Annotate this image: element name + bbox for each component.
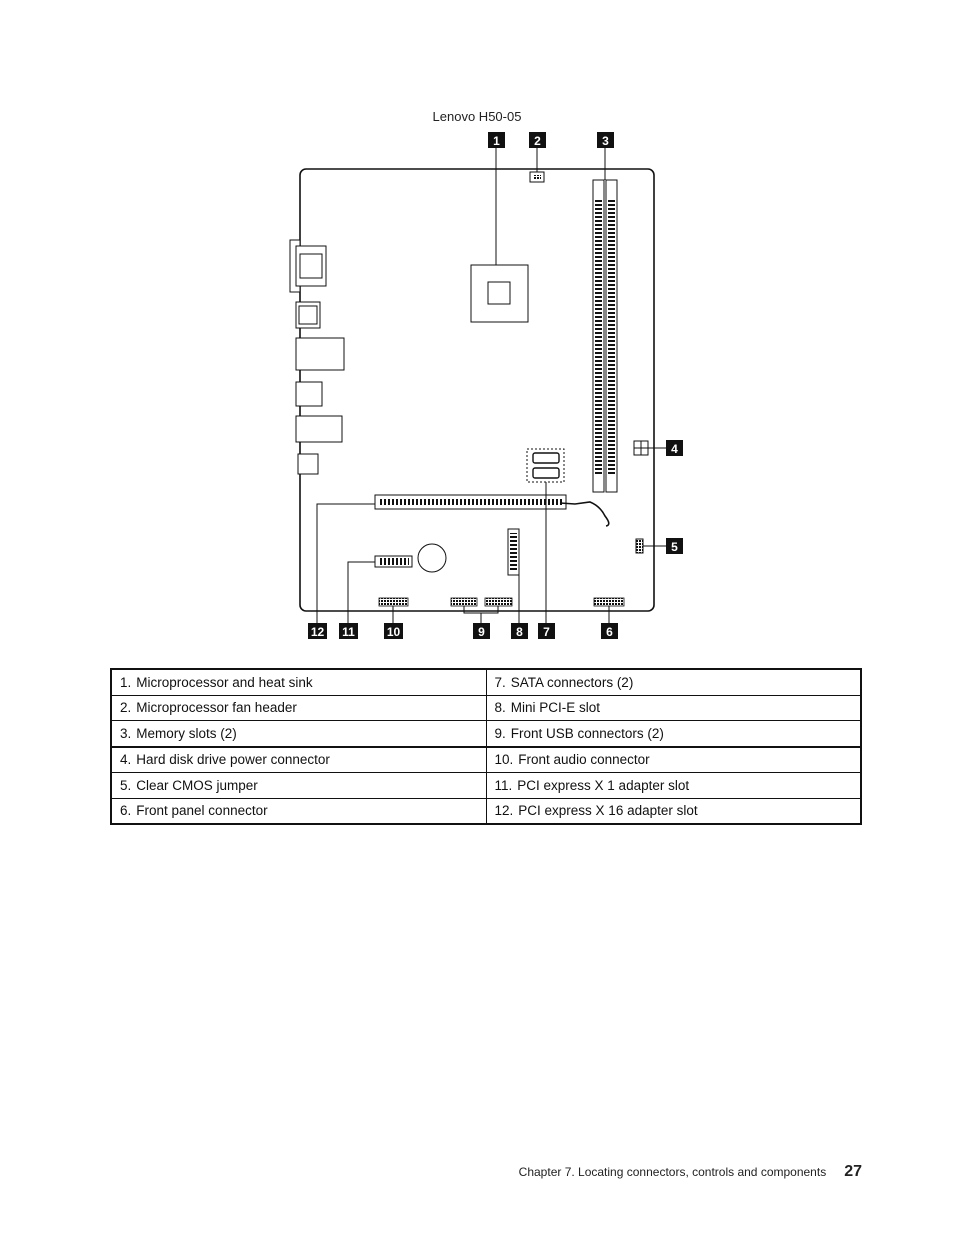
legend-row: [111, 773, 861, 799]
svg-text:10: 10: [386, 625, 401, 639]
svg-text:8: 8: [516, 625, 523, 639]
legend-cell: 12. PCI express X 16 adapter slot: [486, 798, 861, 824]
legend-cell: 8. Mini PCI-E slot: [486, 695, 861, 721]
callout-11: [339, 623, 358, 639]
callout-2: [529, 132, 546, 148]
pcie-x1-slot: [375, 556, 412, 567]
svg-text:7: 7: [543, 625, 550, 639]
callout-12: [308, 623, 327, 639]
svg-text:4: 4: [671, 442, 678, 456]
svg-text:6: 6: [606, 625, 613, 639]
legend-cell: 9. Front USB connectors (2): [486, 721, 861, 747]
callout-10: [384, 623, 403, 639]
page-footer: [519, 1163, 862, 1181]
mini-pcie-slot: [508, 529, 519, 575]
hdd-power-connector: [634, 441, 648, 455]
legend-row: [111, 798, 861, 824]
svg-text:9: 9: [478, 625, 485, 639]
cmos-battery: [418, 544, 446, 572]
svg-text:5: 5: [671, 540, 678, 554]
svg-text:11: 11: [342, 625, 355, 639]
legend-cell: 10. Front audio connector: [486, 747, 861, 773]
legend-row: [111, 695, 861, 721]
callout-6: [601, 623, 618, 639]
legend-cell: 3. Memory slots (2): [111, 721, 486, 747]
callout-5: [666, 538, 683, 554]
legend-cell: 5. Clear CMOS jumper: [111, 773, 486, 799]
figure-title: Lenovo H50-05: [432, 109, 522, 124]
page-number: 27: [844, 1163, 862, 1180]
callout-9: [473, 623, 490, 639]
legend-row: [111, 669, 861, 695]
svg-text:2: 2: [534, 134, 541, 148]
svg-text:12: 12: [310, 625, 325, 639]
callout-7: [538, 623, 555, 639]
cpu-socket: [471, 265, 528, 322]
callout-3: [597, 132, 614, 148]
legend-cell: 6. Front panel connector: [111, 798, 486, 824]
legend-row: [111, 747, 861, 773]
legend-cell: 11. PCI express X 1 adapter slot: [486, 773, 861, 799]
legend-cell: 4. Hard disk drive power connector: [111, 747, 486, 773]
legend-cell: 1. Microprocessor and heat sink: [111, 669, 486, 695]
legend-cell: 2. Microprocessor fan header: [111, 695, 486, 721]
svg-text:3: 3: [602, 134, 609, 148]
callout-4: [666, 440, 683, 456]
callout-1: [488, 132, 505, 148]
callout-8: [511, 623, 528, 639]
legend-row: [111, 721, 861, 747]
clear-cmos-jumper: [636, 539, 643, 553]
legend-table: [110, 668, 862, 825]
chapter-title: Chapter 7. Locating connectors, controls and components: [518, 1165, 827, 1179]
svg-text:1: 1: [493, 134, 500, 148]
legend-cell: 7. SATA connectors (2): [486, 669, 861, 695]
